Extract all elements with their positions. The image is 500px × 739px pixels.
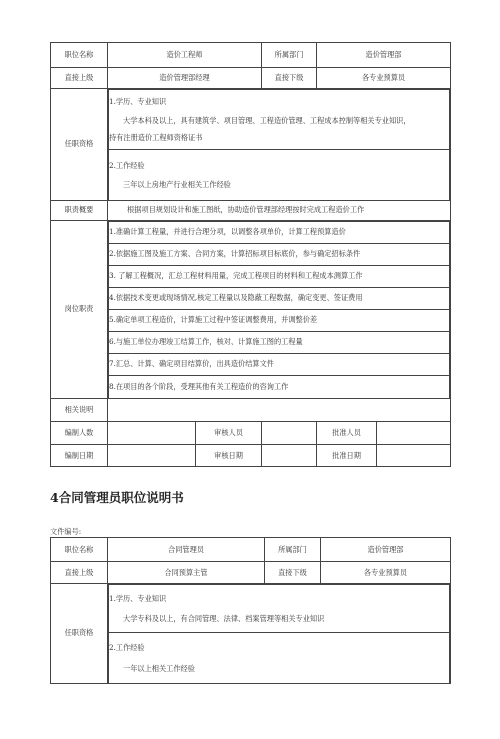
duty-item-4: 4.依据技术变更或现场情况,核定工程量以及隐蔽工程数据，确定变更、签证费用 bbox=[109, 287, 450, 309]
duty-item-6: 6.与施工单位办理竣工结算工作，核对、计算施工图的工程量 bbox=[109, 331, 450, 353]
education-title-2: 1.学历、专业知识 bbox=[109, 594, 167, 603]
department-label-2: 所属部门 bbox=[265, 538, 321, 562]
qualifications-label-2: 任职资格 bbox=[51, 584, 108, 684]
department-label: 所属部门 bbox=[262, 43, 317, 68]
duty-item-2: 2.依据施工图及施工方案、合同方案，计算招标项目标底价，参与确定招标条件 bbox=[109, 243, 450, 265]
approve-date-label: 批准日期 bbox=[317, 445, 377, 467]
subordinate-label: 直接下级 bbox=[262, 68, 317, 89]
supervisor-label-2: 直接上级 bbox=[51, 562, 108, 584]
education-line-2: 持有注册造价工程师资格证书 bbox=[109, 133, 203, 142]
experience-line-2: 一年以上相关工作经验 bbox=[123, 663, 195, 673]
job-description-table-cost-engineer bbox=[50, 42, 451, 467]
section-title: 4合同管理员职位说明书 bbox=[50, 490, 184, 505]
position-name-label: 职位名称 bbox=[51, 43, 108, 68]
reviewer-label: 审核人员 bbox=[196, 422, 262, 445]
related-notes-label: 相关说明 bbox=[51, 399, 108, 422]
approver-label: 批准人员 bbox=[317, 422, 377, 445]
edit-date-label: 编制日期 bbox=[51, 445, 108, 467]
editor-label: 编制人数 bbox=[51, 422, 108, 445]
duty-item-1: 1.准确计算工程量，并进行合理分项，以调整各项单价，计算工程预算造价 bbox=[109, 221, 450, 243]
subordinate-value: 各专业预算员 bbox=[317, 68, 451, 89]
summary-label: 职责概要 bbox=[51, 200, 108, 220]
department-value: 造价管理部 bbox=[317, 43, 451, 68]
review-date-label: 审核日期 bbox=[196, 445, 262, 467]
qualifications-content-2 bbox=[108, 584, 450, 683]
experience-line: 三年以上房地产行业相关工作经验 bbox=[123, 179, 231, 189]
subordinate-value-2: 各专业预算员 bbox=[321, 562, 451, 584]
supervisor-label: 直接上级 bbox=[51, 68, 108, 89]
position-name-label-2: 职位名称 bbox=[51, 538, 108, 562]
approver-value bbox=[377, 422, 451, 445]
edit-date-value bbox=[108, 445, 196, 467]
review-date-value bbox=[262, 445, 317, 467]
supervisor-value-2: 合同预算主管 bbox=[108, 562, 265, 584]
education-line-1: 大学本科及以上，具有建筑学、项目管理、工程造价管理、工程成本控制等相关专业知识， bbox=[123, 116, 411, 125]
subordinate-label-2: 直接下级 bbox=[265, 562, 321, 584]
approve-date-value bbox=[377, 445, 451, 467]
duty-item-7: 7.汇总、计算、确定项目结算价，出具造价结算文件 bbox=[109, 353, 450, 375]
reviewer-value bbox=[262, 422, 317, 445]
department-value-2: 造价管理部 bbox=[321, 538, 451, 562]
education-title: 1.学历、专业知识 bbox=[109, 97, 167, 106]
job-description-table-contract-admin bbox=[50, 537, 451, 684]
editor-value bbox=[108, 422, 196, 445]
document-number-label: 文件编号: bbox=[50, 527, 82, 536]
duties-list bbox=[108, 221, 450, 399]
summary-text: 根据项目规划设计和施工图纸，协助造价管理部经理按时完成工程造价工作 bbox=[108, 200, 451, 220]
position-name-value: 造价工程师 bbox=[108, 43, 262, 68]
duty-item-8: 8.在项目的各个阶段，受理其他有关工程造价的咨询工作 bbox=[109, 375, 450, 398]
experience-title: 2.工作经验 bbox=[109, 160, 145, 170]
supervisor-value: 造价管理部经理 bbox=[108, 68, 262, 89]
duty-item-5: 5.确定单项工程造价，计算施工过程中签证调整费用，并调整价差 bbox=[109, 309, 450, 331]
experience-title-2: 2.工作经验 bbox=[109, 642, 145, 652]
duty-item-3: 3. 了解工程概况，汇总工程材料用量，完成工程项目的材料和工程成本测算工作 bbox=[109, 265, 450, 287]
related-notes-value bbox=[108, 399, 451, 422]
duties-label: 岗位职责 bbox=[51, 220, 108, 399]
education-line-2-1: 大学专科及以上，有合同管理、法律、档案管理等相关专业知识 bbox=[123, 614, 325, 623]
qualifications-content bbox=[108, 89, 450, 200]
qualifications-label: 任职资格 bbox=[51, 89, 108, 201]
position-name-value-2: 合同管理员 bbox=[108, 538, 265, 562]
